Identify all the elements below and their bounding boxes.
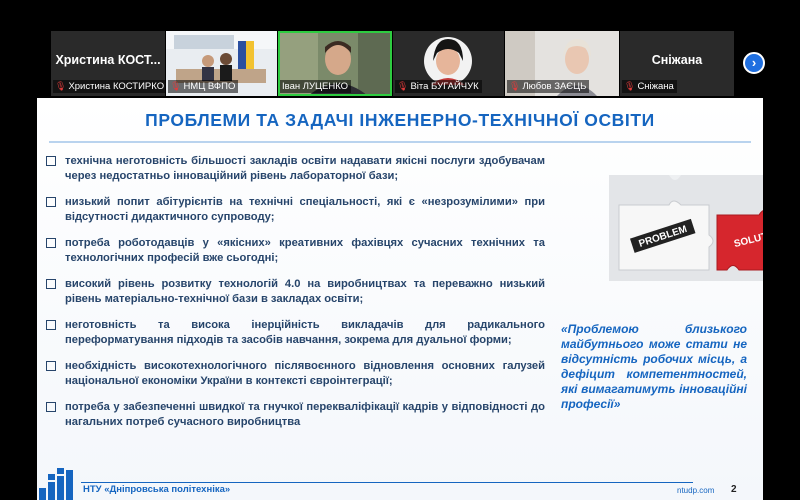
participant-display-name: Христина КОСТ...: [55, 53, 161, 67]
participant-name-label: [168, 80, 238, 93]
university-logo-icon: [37, 458, 77, 500]
puzzle-label-solution: SOLUTION: [732, 226, 786, 251]
slide-page-number: 2: [731, 484, 737, 495]
participant-strip: [0, 0, 800, 98]
list-item: [45, 154, 545, 184]
participant-name: Віта БУГАЙЧУК: [410, 81, 479, 92]
bullet-text: неготовність та висока інерційність викладачів для радикального переформатування підходів та засобів навчання, зокрема для дуальної форми;: [65, 319, 545, 346]
checkbox-bullet-icon: [46, 238, 56, 248]
bullet-text: технічна неготовність більшості закладів освіти надавати якісні послуги здобувачам через недостатньо інноваційний рівень лабораторної бази;: [65, 155, 545, 182]
bullet-list: [45, 154, 545, 441]
participant-name-label: [622, 80, 677, 93]
slide-title: ПРОБЛЕМИ ТА ЗАДАЧІ ІНЖЕНЕРНО-ТЕХНІЧНОЇ ОСВІТИ: [145, 110, 655, 130]
participant-name-label: [53, 80, 165, 93]
bullet-text: потреба роботодавців у «якісних» креативних фахівцях сучасних технічних та технологічних професій вже сьогодні;: [65, 237, 545, 264]
footer-university-name: НТУ «Дніпровська політехніка»: [83, 484, 231, 495]
list-item: [45, 277, 545, 307]
bullet-text: високий рівень розвитку технологій 4.0 на виробництвах та переважно низький рівень матеріально-технічної бази в закладах освіти;: [65, 278, 545, 305]
participant-name-label: [395, 80, 482, 93]
next-participants-button[interactable]: ›: [743, 52, 765, 74]
participant-tile[interactable]: [393, 31, 504, 96]
list-item: [45, 318, 545, 348]
mic-muted-icon: 🎙: [170, 81, 182, 91]
participant-display-name: Сніжана: [651, 53, 703, 67]
quote-text: «Проблемою близького майбутнього може стати не відсутність робочих місць, а дефіцит компетентностей, які вимагатимуть інноваційні професії»: [561, 322, 747, 411]
checkbox-bullet-icon: [46, 197, 56, 207]
participant-tile[interactable]: [51, 31, 165, 96]
participant-name: Іван ЛУЦЕНКО: [282, 81, 349, 92]
participant-name-label: [507, 80, 589, 93]
checkbox-bullet-icon: [46, 361, 56, 371]
list-item: [45, 236, 545, 266]
mic-muted-icon: 🎙: [397, 81, 409, 91]
footer-divider: [81, 482, 693, 483]
participant-name: Сніжана: [637, 81, 674, 92]
bullet-text: потреба у забезпеченні швидкої та гнучкої перекваліфікації кадрів у відповідності до нагальних потреб сучасного виробництва: [65, 401, 545, 428]
participant-tile[interactable]: [166, 31, 277, 96]
participant-name-label: [280, 80, 351, 93]
participant-tile-active-speaker[interactable]: [278, 31, 392, 96]
list-item: [45, 195, 545, 225]
problem-solution-puzzle-image: [609, 175, 786, 281]
shared-slide: [37, 98, 786, 500]
list-item: [45, 359, 545, 389]
participant-name: НМЦ ВФПО: [183, 81, 236, 92]
checkbox-bullet-icon: [46, 156, 56, 166]
mic-muted-icon: 🎙: [55, 81, 67, 91]
title-divider: [49, 141, 751, 143]
checkbox-bullet-icon: [46, 402, 56, 412]
footer-url: ntudp.com: [677, 486, 715, 495]
bullet-text: необхідність високотехнологічного післявоєнного відновлення основних галузей національної економіки України в контексті євроінтеграції;: [65, 360, 545, 387]
checkbox-bullet-icon: [46, 320, 56, 330]
participant-tile[interactable]: [505, 31, 619, 96]
participant-tile[interactable]: [620, 31, 734, 96]
bullet-text: низький попит абітурієнтів на технічні спеціальності, які є «незрозумілими» при відсутності дидактичного супроводу;: [65, 196, 545, 223]
checkbox-bullet-icon: [46, 279, 56, 289]
mic-muted-icon: 🎙: [509, 81, 521, 91]
mic-muted-icon: 🎙: [624, 81, 636, 91]
participant-name: Любов ЗАЄЦЬ: [522, 81, 587, 92]
list-item: [45, 400, 545, 430]
puzzle-label-problem: PROBLEM: [637, 223, 689, 250]
participant-name: Христина КОСТИРКО: [68, 81, 165, 92]
